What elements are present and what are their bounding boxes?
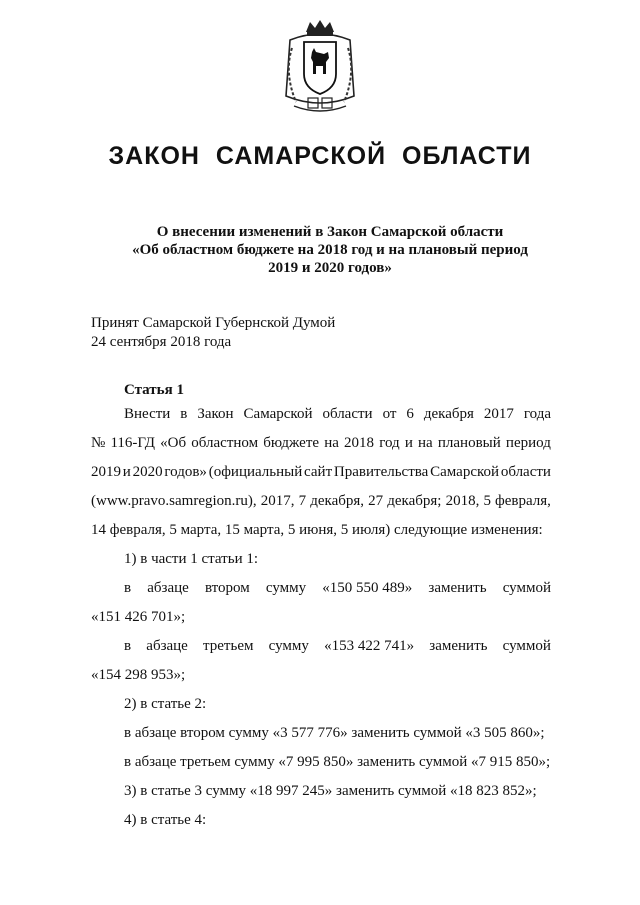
word: и bbox=[122, 464, 131, 480]
subtitle-line: 2019 и 2020 годов» bbox=[268, 260, 392, 276]
list-item: «154 298 953»; bbox=[91, 667, 186, 683]
paragraph-line bbox=[124, 404, 551, 424]
word: Самарской bbox=[430, 464, 500, 480]
word: «150 550 489» bbox=[322, 580, 413, 596]
word: на bbox=[418, 435, 433, 451]
word: 2019 bbox=[91, 464, 121, 480]
word: сумму bbox=[268, 638, 309, 654]
word: в bbox=[124, 580, 132, 596]
word: год bbox=[379, 435, 400, 451]
list-item: 4) в статье 4: bbox=[124, 812, 207, 828]
paragraph-line bbox=[91, 491, 551, 511]
word: «Об bbox=[160, 435, 187, 451]
list-item: 2) в статье 2: bbox=[124, 696, 207, 712]
word: 5 bbox=[483, 493, 491, 509]
list-item: в абзаце третьем сумму «7 995 850» заменить суммой «7 915 850»; bbox=[124, 754, 551, 770]
word: 27 bbox=[368, 493, 384, 509]
word: в bbox=[180, 406, 188, 422]
word: годов» bbox=[164, 464, 207, 480]
word: заменить bbox=[428, 580, 487, 596]
word: 2018, bbox=[445, 493, 480, 509]
paragraph-line bbox=[91, 462, 551, 482]
adoption-info bbox=[91, 314, 335, 352]
word: Самарской bbox=[243, 406, 313, 422]
word: бюджете bbox=[263, 435, 320, 451]
word: областном bbox=[191, 435, 259, 451]
word: втором bbox=[204, 580, 250, 596]
word: и bbox=[404, 435, 413, 451]
word: 6 bbox=[406, 406, 414, 422]
adoption-line: Принят Самарской Губернской Думой bbox=[91, 315, 336, 331]
word: от bbox=[382, 406, 397, 422]
word: 7 bbox=[298, 493, 307, 509]
word: области bbox=[322, 406, 373, 422]
word: 116-ГД bbox=[110, 435, 155, 451]
list-item: 1) в части 1 статьи 1: bbox=[124, 551, 259, 567]
word: суммой bbox=[502, 638, 551, 654]
word: заменить bbox=[429, 638, 488, 654]
word: суммой bbox=[502, 580, 551, 596]
law-subtitle bbox=[80, 223, 580, 277]
list-item bbox=[124, 578, 551, 598]
word: (официальный bbox=[208, 464, 303, 480]
list-item bbox=[124, 636, 551, 656]
article-heading: Статья 1 bbox=[124, 382, 184, 398]
word: Закон bbox=[197, 406, 234, 422]
word: области bbox=[500, 464, 551, 480]
list-item: 3) в статье 3 сумму «18 997 245» заменить суммой «18 823 852»; bbox=[124, 783, 537, 799]
subtitle-line: «Об областном бюджете на 2018 год и на плановый период bbox=[132, 242, 528, 258]
paragraph-line bbox=[91, 433, 551, 453]
word: сайт bbox=[304, 464, 333, 480]
word: период bbox=[505, 435, 551, 451]
word: 2017, bbox=[260, 493, 295, 509]
word: «153 422 741» bbox=[324, 638, 415, 654]
word: Внести bbox=[124, 406, 171, 422]
word: года bbox=[523, 406, 551, 422]
law-title: ЗАКОН САМАРСКОЙ ОБЛАСТИ bbox=[108, 142, 532, 170]
subtitle-line: О внесении изменений в Закон Самарской области bbox=[156, 224, 504, 240]
word: 2017 bbox=[483, 406, 514, 422]
word: декабря bbox=[423, 406, 474, 422]
word: Правительства bbox=[333, 464, 429, 480]
word: сумму bbox=[265, 580, 307, 596]
word: абзаце bbox=[147, 580, 189, 596]
word: февраля, bbox=[495, 493, 551, 509]
word: абзаце bbox=[146, 638, 188, 654]
word: 2020 bbox=[132, 464, 163, 480]
adoption-date: 24 сентября 2018 года bbox=[91, 334, 232, 350]
list-item: «151 426 701»; bbox=[91, 609, 186, 625]
word: декабря, bbox=[310, 493, 365, 509]
list-item: в абзаце втором сумму «3 577 776» заменить суммой «3 505 860»; bbox=[124, 725, 545, 741]
word: третьем bbox=[203, 638, 254, 654]
word: плановый bbox=[437, 435, 501, 451]
word: № bbox=[91, 435, 106, 451]
word: 2018 bbox=[344, 435, 375, 451]
word: в bbox=[124, 638, 132, 654]
paragraph-line: 14 февраля, 5 марта, 15 марта, 5 июня, 5 июля) следующие изменения: bbox=[91, 522, 543, 538]
word: (www.pravo.samregion.ru), bbox=[91, 493, 257, 509]
coat-of-arms-icon bbox=[280, 18, 360, 118]
word: декабря; bbox=[387, 493, 442, 509]
word: на bbox=[324, 435, 339, 451]
